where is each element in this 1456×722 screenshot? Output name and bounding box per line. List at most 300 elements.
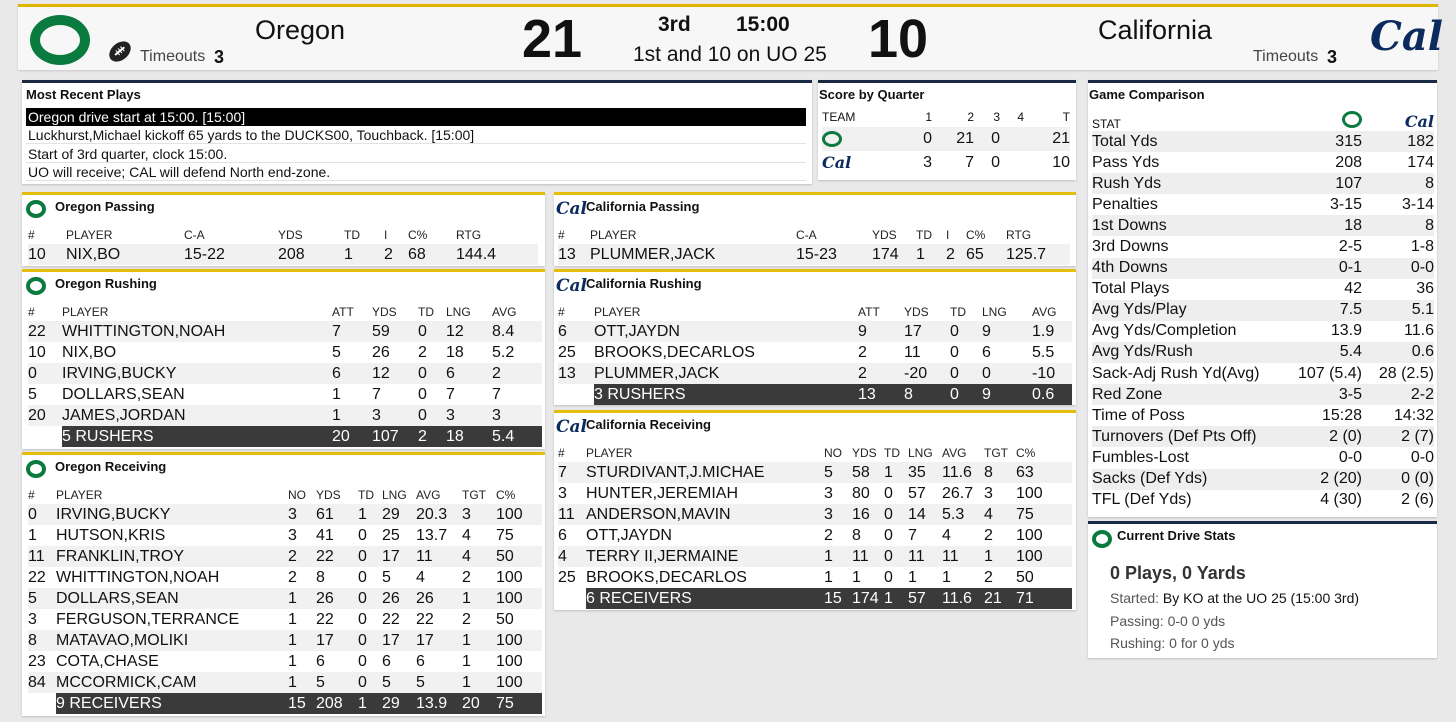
stat-value: 14:32 bbox=[1393, 406, 1434, 424]
total-row bbox=[28, 693, 542, 714]
cal-logo-icon: Cal bbox=[822, 153, 852, 172]
play-item[interactable]: Start of 3rd quarter, clock 15:00. bbox=[26, 145, 806, 163]
col-header: YDS bbox=[372, 304, 397, 319]
table-row[interactable] bbox=[28, 546, 542, 567]
total-cell: 0 bbox=[950, 384, 982, 405]
col-header: ATT bbox=[332, 304, 354, 319]
stat-value: 18 bbox=[1292, 215, 1362, 236]
table-row[interactable] bbox=[28, 588, 542, 609]
stat-value: 42 bbox=[1344, 280, 1362, 298]
cell: HUNTER,JEREMIAH bbox=[586, 484, 739, 502]
cal-rushing-title: California Rushing bbox=[586, 276, 702, 291]
cell: 11 bbox=[558, 504, 586, 525]
table-row[interactable] bbox=[558, 244, 1070, 265]
stat-value: 4 (30) bbox=[1320, 491, 1362, 509]
cell: 26.7 bbox=[942, 484, 974, 502]
cell: 100 bbox=[496, 630, 542, 651]
total-row bbox=[28, 426, 542, 447]
total-cell bbox=[28, 426, 62, 447]
cell: 18 bbox=[446, 343, 464, 361]
cell: 11 bbox=[942, 546, 984, 567]
cell: 5.5 bbox=[1032, 343, 1055, 361]
cell: JAMES,JORDAN bbox=[62, 405, 332, 426]
cell: 25 bbox=[558, 568, 576, 586]
col-header: # bbox=[558, 227, 565, 242]
oregon-logo-icon bbox=[26, 200, 46, 218]
total-cell: 13 bbox=[858, 384, 904, 405]
sbq-row-california bbox=[822, 151, 1070, 175]
cell: 13.7 bbox=[416, 526, 448, 544]
total-cell: 13.9 bbox=[416, 693, 462, 714]
cell: 1 bbox=[358, 504, 382, 525]
cell: 26 bbox=[316, 588, 358, 609]
cell: 0 bbox=[358, 672, 382, 693]
cell: 0 bbox=[884, 484, 893, 502]
stat-value: 315 bbox=[1292, 131, 1362, 152]
total-cell: 9 RECEIVERS bbox=[56, 693, 288, 714]
cell: 4 bbox=[942, 526, 951, 544]
stat-value: 3-5 bbox=[1292, 384, 1362, 405]
comparison-row bbox=[1092, 215, 1434, 236]
cell: 17 bbox=[904, 321, 950, 342]
cell: 41 bbox=[316, 526, 334, 544]
cell: 59 bbox=[372, 321, 418, 342]
col-header: # bbox=[28, 304, 35, 319]
cell: NIX,BO bbox=[66, 244, 184, 265]
cell: 2 bbox=[288, 568, 297, 586]
total-cell bbox=[558, 588, 586, 609]
cell: 4 bbox=[462, 546, 496, 567]
cell: 1 bbox=[344, 244, 384, 265]
cell: 1 bbox=[288, 672, 316, 693]
col-header: YDS bbox=[278, 227, 303, 242]
comparison-row bbox=[1092, 321, 1434, 342]
total-cell: 75 bbox=[496, 693, 542, 714]
cell: 25 bbox=[382, 526, 400, 544]
table-row[interactable] bbox=[558, 504, 1072, 525]
stat-value: 15:28 bbox=[1321, 406, 1362, 424]
cell: 1 bbox=[462, 672, 496, 693]
cell: 17 bbox=[416, 630, 462, 651]
stat-name: Pass Yds bbox=[1092, 153, 1160, 171]
sbq-cell: 21 bbox=[1024, 127, 1070, 151]
cell: 0 bbox=[358, 630, 382, 651]
cell: 6 bbox=[446, 363, 492, 384]
table-row[interactable] bbox=[28, 525, 542, 546]
away-score: 10 bbox=[868, 9, 929, 69]
cell: 100 bbox=[496, 504, 542, 525]
total-cell: 174 bbox=[852, 588, 884, 609]
col-header: AVG bbox=[1032, 304, 1057, 319]
table-row[interactable] bbox=[28, 504, 542, 525]
cell: 22 bbox=[316, 546, 358, 567]
col-header: AVG bbox=[416, 487, 441, 502]
drive-rushing-value: 0 for 0 yds bbox=[1169, 635, 1235, 651]
cell: 0 bbox=[884, 568, 893, 586]
sbq-cell: 3 bbox=[923, 154, 932, 171]
col-header: AVG bbox=[942, 445, 967, 460]
total-cell: 18 bbox=[446, 426, 492, 447]
sbq-header: T bbox=[1062, 110, 1070, 124]
col-header: TD bbox=[884, 445, 900, 460]
cell: 2 bbox=[462, 568, 471, 586]
table-row[interactable] bbox=[28, 567, 542, 588]
total-cell: 1 bbox=[884, 588, 908, 609]
oregon-logo-icon bbox=[26, 460, 46, 478]
cell: OTT,JAYDN bbox=[594, 321, 858, 342]
football-icon bbox=[105, 37, 134, 65]
total-cell: 15 bbox=[824, 588, 852, 609]
table-row[interactable] bbox=[28, 244, 538, 265]
cell: 22 bbox=[416, 610, 434, 628]
stat-value: 5.1 bbox=[1362, 300, 1434, 321]
table-row[interactable] bbox=[558, 342, 1072, 363]
col-header: AVG bbox=[492, 304, 517, 319]
cell: 16 bbox=[852, 504, 884, 525]
col-header: PLAYER bbox=[66, 227, 113, 242]
sbq-header: 4 bbox=[1017, 110, 1024, 124]
col-header: RTG bbox=[1006, 227, 1032, 242]
table-row[interactable] bbox=[28, 609, 542, 630]
cell: 0 bbox=[418, 385, 427, 403]
stat-value: 182 bbox=[1362, 131, 1434, 152]
stat-value: 28 (2.5) bbox=[1378, 364, 1434, 382]
sbq-cell: 7 bbox=[965, 154, 974, 171]
cell: 8 bbox=[852, 526, 861, 544]
oregon-rushing-table bbox=[28, 302, 542, 447]
stat-name: Avg Yds/Play bbox=[1092, 300, 1292, 321]
cell: 26 bbox=[382, 588, 416, 609]
oregon-passing-title: Oregon Passing bbox=[55, 199, 155, 214]
cell: 20.3 bbox=[416, 504, 462, 525]
stat-name: Fumbles-Lost bbox=[1092, 448, 1189, 466]
stat-value: 2 (6) bbox=[1401, 491, 1434, 509]
cell: 0 bbox=[950, 363, 982, 384]
cell: 2 bbox=[492, 363, 542, 384]
cell: -20 bbox=[904, 363, 950, 384]
table-row[interactable] bbox=[558, 462, 1072, 483]
total-cell: 15 bbox=[288, 693, 316, 714]
cell: 2 bbox=[984, 526, 993, 544]
total-cell: 21 bbox=[984, 588, 1016, 609]
cell: 2 bbox=[858, 343, 867, 361]
table-row[interactable] bbox=[558, 546, 1072, 567]
cell: NIX,BO bbox=[62, 343, 117, 361]
table-row[interactable] bbox=[558, 483, 1072, 504]
cell: 6 bbox=[332, 363, 372, 384]
cell: WHITTINGTON,NOAH bbox=[56, 568, 220, 586]
cell: 6 bbox=[316, 652, 325, 670]
comparison-row bbox=[1092, 405, 1434, 426]
home-team-name: Oregon bbox=[255, 15, 346, 45]
sbq-cell bbox=[1000, 151, 1024, 175]
cell: PLUMMER,JACK bbox=[594, 363, 858, 384]
cell: 144.4 bbox=[456, 244, 538, 265]
cell: 22 bbox=[28, 321, 62, 342]
cell: 1 bbox=[462, 652, 471, 670]
cell: 0 bbox=[418, 321, 446, 342]
cell: -10 bbox=[1032, 363, 1072, 384]
cell: 3 bbox=[372, 405, 418, 426]
table-row[interactable] bbox=[558, 321, 1072, 342]
table-row[interactable] bbox=[558, 525, 1072, 546]
cell: 12 bbox=[446, 321, 492, 342]
col-header: C-A bbox=[796, 227, 817, 242]
cell: 0 bbox=[418, 363, 446, 384]
stat-value: 0-0 bbox=[1362, 258, 1434, 279]
stat-name: Avg Yds/Completion bbox=[1092, 322, 1237, 340]
cell: BROOKS,DECARLOS bbox=[594, 343, 755, 361]
cell: 26 bbox=[372, 343, 390, 361]
cell: 68 bbox=[408, 244, 456, 265]
oregon-logo-icon bbox=[1092, 530, 1112, 548]
cell: 26 bbox=[416, 588, 462, 609]
table-row[interactable] bbox=[28, 384, 542, 405]
cell: 0 bbox=[358, 610, 367, 628]
col-header: ATT bbox=[858, 304, 880, 319]
cell: 2 bbox=[418, 343, 427, 361]
stat-name: 4th Downs bbox=[1092, 258, 1292, 279]
stat-value: 2-2 bbox=[1362, 384, 1434, 405]
cell: 11 bbox=[904, 343, 921, 361]
col-header: YDS bbox=[852, 445, 877, 460]
home-timeouts-value: 3 bbox=[214, 47, 225, 67]
comparison-row bbox=[1092, 469, 1434, 490]
total-row bbox=[558, 384, 1072, 405]
stat-value: 3-15 bbox=[1329, 195, 1362, 213]
cell: 11 bbox=[908, 546, 942, 567]
cell: FERGUSON,TERRANCE bbox=[56, 610, 240, 628]
stat-name: Total Plays bbox=[1092, 280, 1170, 298]
stat-value: 13.9 bbox=[1330, 322, 1362, 340]
stat-value: 2 (20) bbox=[1292, 469, 1362, 490]
total-cell: 3 RUSHERS bbox=[594, 384, 858, 405]
cell: 6 bbox=[416, 652, 425, 670]
cell: 5.2 bbox=[492, 343, 515, 361]
score-by-quarter-panel bbox=[818, 80, 1076, 180]
cell: 75 bbox=[1016, 504, 1072, 525]
table-row[interactable] bbox=[558, 363, 1072, 384]
cell: 4 bbox=[984, 504, 1016, 525]
score-by-quarter-title: Score by Quarter bbox=[819, 87, 925, 102]
cell: 13 bbox=[558, 363, 594, 384]
cell: 3 bbox=[288, 504, 316, 525]
table-row[interactable] bbox=[28, 342, 542, 363]
cell: 22 bbox=[28, 568, 46, 586]
total-cell: 8 bbox=[904, 384, 950, 405]
col-header: TD bbox=[418, 304, 434, 319]
cell: 0 bbox=[950, 343, 959, 361]
stat-name: 3rd Downs bbox=[1092, 238, 1169, 256]
col-header: C% bbox=[496, 487, 516, 502]
cell: 6 bbox=[558, 526, 567, 544]
sbq-header: TEAM bbox=[822, 110, 856, 124]
cell: 7 bbox=[908, 526, 917, 544]
cal-logo-icon: Cal bbox=[1370, 13, 1443, 60]
cell: 84 bbox=[28, 672, 56, 693]
cell: 8 bbox=[316, 568, 325, 586]
cell: 20 bbox=[28, 405, 62, 426]
cell: 15-23 bbox=[796, 244, 872, 265]
drive-started-value: By KO at the UO 25 (15:00 3rd) bbox=[1162, 590, 1360, 606]
game-comparison-table bbox=[1092, 107, 1434, 511]
play-item[interactable]: UO will receive; CAL will defend North end-zone. bbox=[26, 163, 806, 181]
cell: 3 bbox=[824, 504, 852, 525]
total-cell: 107 bbox=[372, 426, 418, 447]
col-header: RTG bbox=[456, 227, 482, 242]
cell: 4 bbox=[416, 568, 425, 586]
oregon-rushing-body bbox=[28, 321, 542, 447]
total-cell: 9 bbox=[982, 384, 1032, 405]
drive-rushing-label: Rushing: bbox=[1110, 635, 1166, 651]
cell: 63 bbox=[1016, 462, 1072, 483]
cell: 50 bbox=[496, 546, 542, 567]
stat-value: 0.6 bbox=[1362, 342, 1434, 363]
col-header: NO bbox=[288, 487, 306, 502]
total-cell: 20 bbox=[332, 426, 372, 447]
comparison-row bbox=[1092, 426, 1434, 447]
cell: 3 bbox=[984, 484, 993, 502]
game-comparison-title: Game Comparison bbox=[1089, 87, 1205, 102]
total-cell: 20 bbox=[462, 693, 496, 714]
stat-name: Total Yds bbox=[1092, 131, 1292, 152]
stat-value: 8 bbox=[1362, 173, 1434, 194]
cell: HUTSON,KRIS bbox=[56, 526, 166, 544]
cell: 5 bbox=[382, 568, 391, 586]
cell: 2 bbox=[384, 244, 408, 265]
cell: 11.6 bbox=[942, 462, 984, 483]
total-cell: 208 bbox=[316, 693, 358, 714]
cell: 22 bbox=[382, 610, 400, 628]
oregon-receiving-panel bbox=[22, 452, 545, 716]
col-header: YDS bbox=[904, 304, 929, 319]
cal-logo-icon: Cal bbox=[556, 417, 588, 437]
cell: 0 bbox=[950, 321, 982, 342]
col-header: LNG bbox=[908, 445, 933, 460]
cell: 25 bbox=[558, 343, 576, 361]
cell: 100 bbox=[496, 588, 542, 609]
stat-name: TFL (Def Yds) bbox=[1092, 491, 1192, 509]
cal-rushing-table bbox=[558, 302, 1072, 405]
table-row[interactable] bbox=[28, 363, 542, 384]
cell: 17 bbox=[316, 630, 358, 651]
cal-receiving-body bbox=[558, 462, 1072, 609]
cell: 1.9 bbox=[1032, 321, 1072, 342]
table-row[interactable] bbox=[28, 321, 542, 342]
game-comparison-panel bbox=[1088, 80, 1437, 517]
table-row[interactable] bbox=[28, 630, 542, 651]
cell: MATAVAO,MOLIKI bbox=[56, 630, 288, 651]
oregon-logo-icon bbox=[30, 15, 90, 65]
col-header: TGT bbox=[984, 445, 1008, 460]
table-row[interactable] bbox=[28, 405, 542, 426]
cell: DOLLARS,SEAN bbox=[56, 588, 288, 609]
cell: 1 bbox=[288, 610, 297, 628]
comparison-row bbox=[1092, 173, 1434, 194]
cell: 1 bbox=[824, 546, 852, 567]
away-timeouts-label: Timeouts bbox=[1253, 48, 1319, 65]
game-quarter: 3rd bbox=[658, 13, 691, 36]
cell: 11 bbox=[852, 546, 884, 567]
cell: 7 bbox=[372, 385, 381, 403]
stat-header: STAT bbox=[1092, 117, 1121, 131]
cell: MCCORMICK,CAM bbox=[56, 672, 288, 693]
col-header: TD bbox=[344, 227, 360, 242]
cell: IRVING,BUCKY bbox=[62, 363, 332, 384]
comparison-row bbox=[1092, 447, 1434, 468]
col-header: NO bbox=[824, 445, 842, 460]
cell: 100 bbox=[496, 568, 523, 586]
table-row[interactable] bbox=[558, 567, 1072, 588]
stat-value: 174 bbox=[1407, 153, 1434, 171]
total-cell: 2 bbox=[418, 426, 446, 447]
cell: 125.7 bbox=[1006, 244, 1070, 265]
cell: 2 bbox=[984, 568, 993, 586]
cell: 29 bbox=[382, 504, 416, 525]
stat-value: 208 bbox=[1335, 153, 1362, 171]
stat-name: Time of Poss bbox=[1092, 406, 1185, 424]
comparison-row bbox=[1092, 300, 1434, 321]
oregon-receiving-title: Oregon Receiving bbox=[55, 459, 167, 474]
cell: 22 bbox=[316, 610, 334, 628]
cal-passing-title: California Passing bbox=[586, 199, 700, 214]
cell: 2 bbox=[288, 546, 316, 567]
total-cell: 11.6 bbox=[942, 588, 984, 609]
cal-passing-panel bbox=[554, 192, 1076, 266]
cell: 1 bbox=[288, 630, 316, 651]
stat-name: Avg Yds/Rush bbox=[1092, 342, 1292, 363]
total-cell: 71 bbox=[1016, 588, 1072, 609]
cell: 11 bbox=[416, 546, 462, 567]
cell: 10 bbox=[28, 244, 66, 265]
stat-value: 3-14 bbox=[1401, 195, 1434, 213]
table-row[interactable] bbox=[28, 651, 542, 672]
cell: 3 bbox=[558, 484, 567, 502]
cell: 0 bbox=[982, 363, 1032, 384]
play-item[interactable]: Luckhurst,Michael kickoff 65 yards to the DUCKS00, Touchback. [15:00] bbox=[26, 126, 806, 144]
cell: COTA,CHASE bbox=[56, 652, 159, 670]
comparison-row bbox=[1092, 384, 1434, 405]
oregon-logo-icon bbox=[822, 131, 842, 147]
col-header: TD bbox=[916, 227, 932, 242]
cell: 1 bbox=[942, 568, 951, 586]
away-team-name: California bbox=[1098, 15, 1213, 45]
sbq-header: 1 bbox=[925, 110, 932, 124]
down-distance: 1st and 10 on UO 25 bbox=[633, 43, 827, 66]
cell: 3 bbox=[446, 405, 492, 426]
cell: 0 bbox=[358, 652, 367, 670]
col-header: # bbox=[28, 227, 35, 242]
cell: 0 bbox=[28, 504, 56, 525]
comparison-row bbox=[1092, 342, 1434, 363]
cell: 4 bbox=[462, 526, 471, 544]
cell: 5 bbox=[824, 462, 852, 483]
table-row[interactable] bbox=[28, 672, 542, 693]
cell: 8 bbox=[28, 630, 56, 651]
cell: 1 bbox=[288, 652, 297, 670]
oregon-receiving-body bbox=[28, 504, 542, 714]
stat-value: 107 bbox=[1292, 173, 1362, 194]
play-item[interactable]: Oregon drive start at 15:00. [15:00] bbox=[26, 108, 806, 126]
total-cell: 29 bbox=[382, 693, 416, 714]
comparison-row bbox=[1092, 490, 1434, 511]
cell: 15-22 bbox=[184, 244, 278, 265]
cell: 2 bbox=[946, 244, 966, 265]
cell: 1 bbox=[984, 546, 1016, 567]
sbq-row-oregon bbox=[822, 127, 1070, 151]
cell: 1 bbox=[884, 462, 908, 483]
sbq-cell: 10 bbox=[1052, 154, 1070, 171]
